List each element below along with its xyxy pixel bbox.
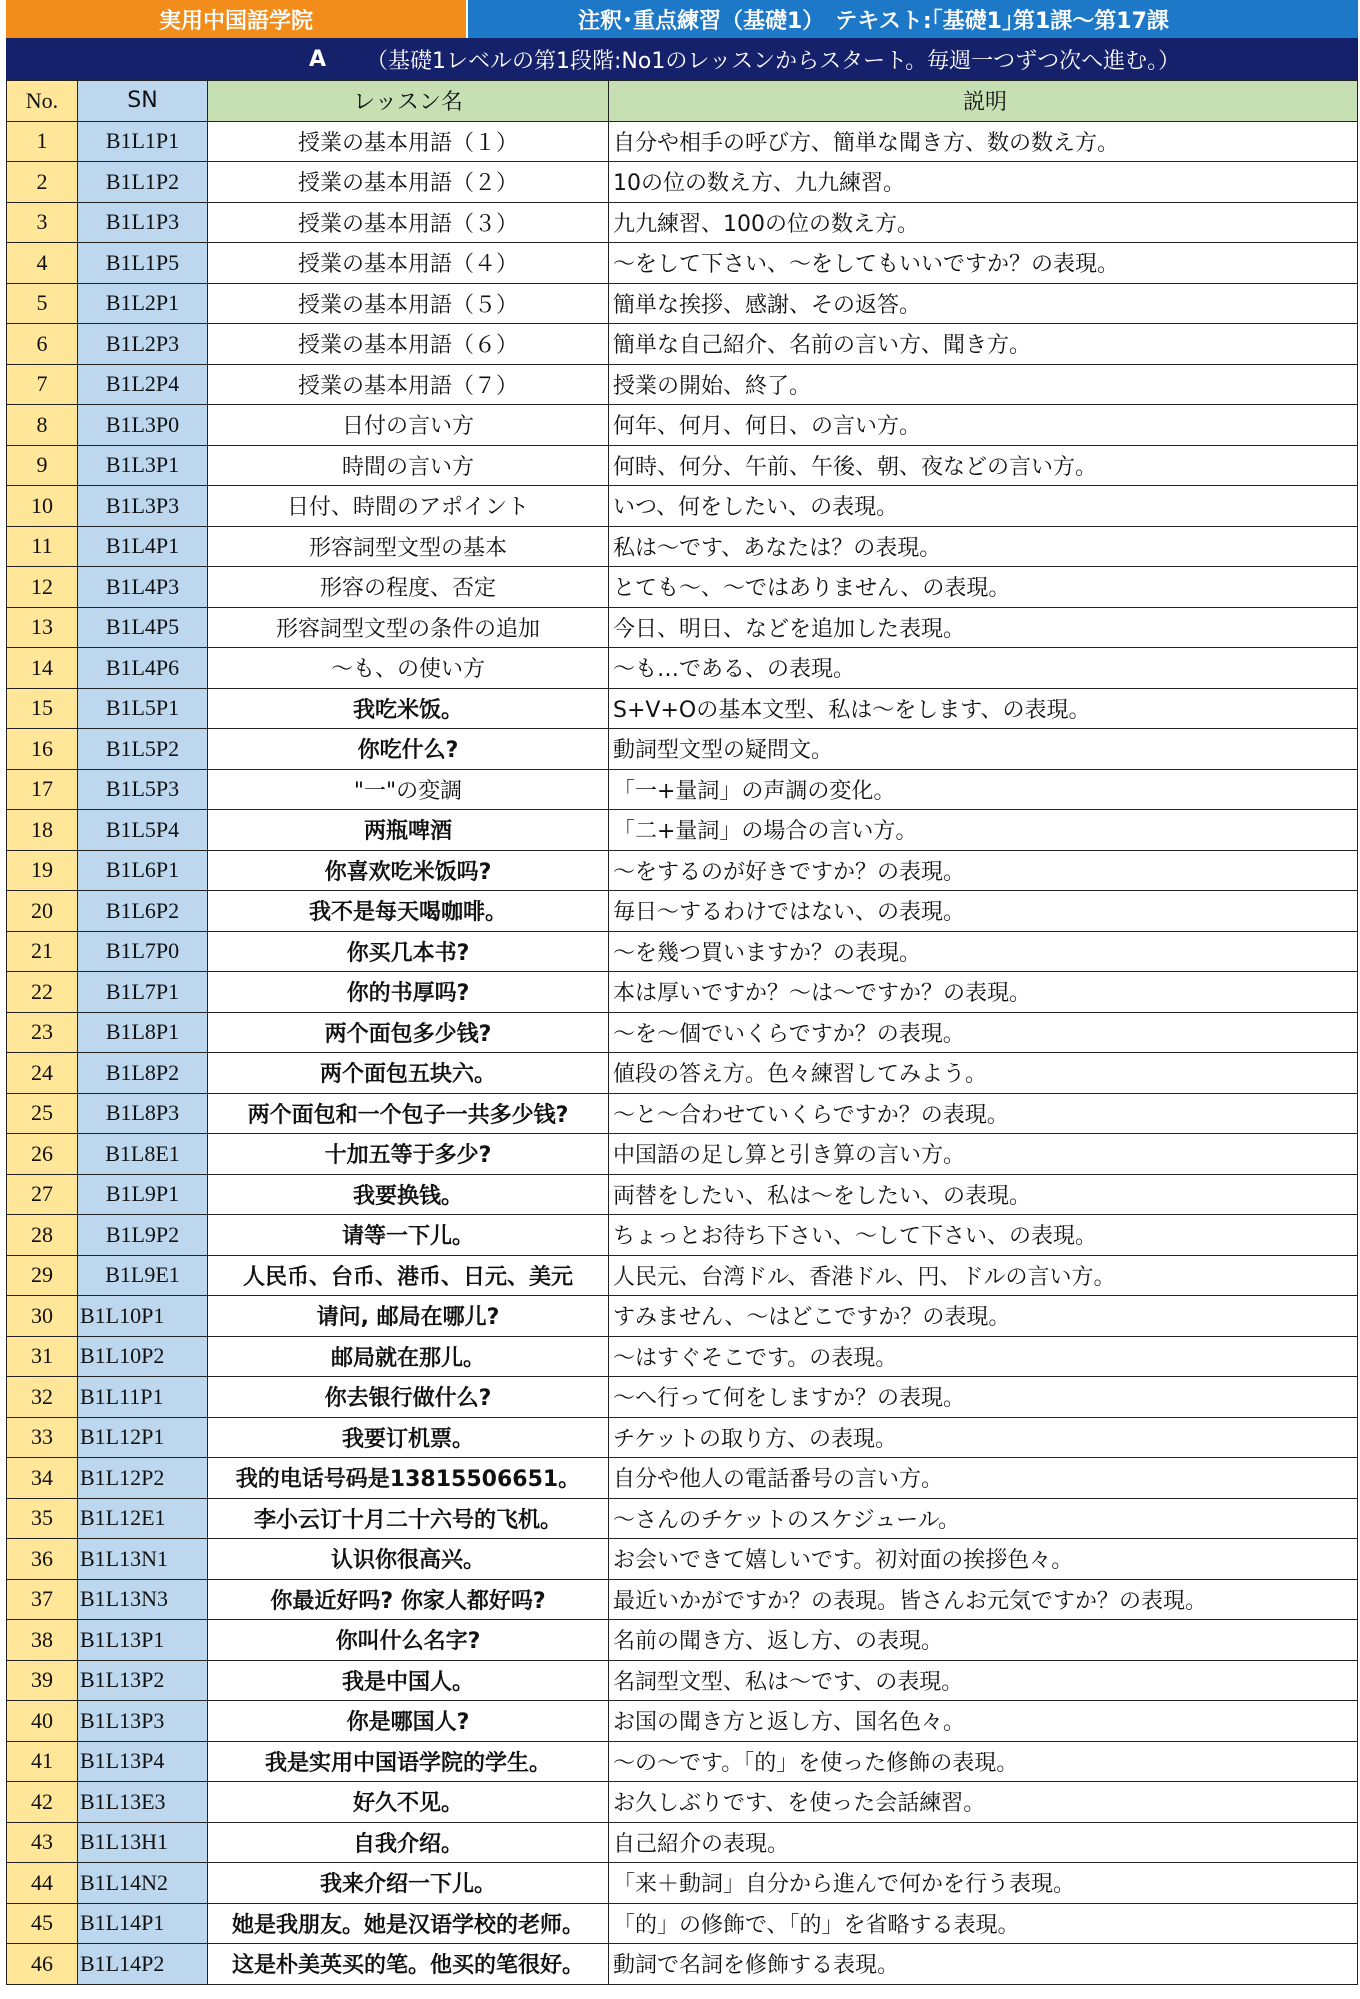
row-lesson-name: 请等一下儿。 [208,1215,609,1256]
row-description: 「二+量詞」の場合の言い方。 [609,810,1358,851]
row-sn: B1L2P4 [78,364,208,405]
row-description: 動詞で名詞を修飾する表現。 [609,1944,1358,1985]
row-description: 人民元、台湾ドル、香港ドル、円、ドルの言い方。 [609,1255,1358,1296]
row-no: 22 [7,972,78,1013]
table-row [7,1822,1358,1863]
row-sn: B1L3P3 [78,486,208,527]
row-no: 10 [7,486,78,527]
table-row [7,283,1358,324]
table-row [7,162,1358,203]
table-row [7,1741,1358,1782]
row-description: 「的」の修飾で、「的」を省略する表現。 [609,1903,1358,1944]
row-lesson-name: 授業の基本用語（４） [208,243,609,284]
row-sn: B1L13N1 [78,1539,208,1580]
row-description: 10の位の数え方、九九練習。 [609,162,1358,203]
row-description: 両替をしたい、私は～をしたい、の表現。 [609,1174,1358,1215]
table-row [7,931,1358,972]
row-description: 私は～です、あなたは？の表現。 [609,526,1358,567]
table-row [7,648,1358,689]
row-sn: B1L12P2 [78,1458,208,1499]
row-lesson-name: 你叫什么名字? [208,1620,609,1661]
table-row [7,1579,1358,1620]
row-lesson-name: "一"の変調 [208,769,609,810]
lesson-table [6,80,1358,1985]
row-lesson-name: 授業の基本用語（３） [208,202,609,243]
row-description: 簡単な挨拶、感謝、その返答。 [609,283,1358,324]
row-no: 14 [7,648,78,689]
table-row [7,1215,1358,1256]
row-description: お国の聞き方と返し方、国名色々。 [609,1701,1358,1742]
row-sn: B1L1P3 [78,202,208,243]
row-lesson-name: 形容の程度、否定 [208,567,609,608]
row-sn: B1L7P0 [78,931,208,972]
row-lesson-name: 十加五等于多少? [208,1134,609,1175]
row-no: 8 [7,405,78,446]
table-row [7,324,1358,365]
row-no: 30 [7,1296,78,1337]
table-row [7,364,1358,405]
table-row [7,1903,1358,1944]
row-no: 26 [7,1134,78,1175]
table-row [7,891,1358,932]
row-lesson-name: 她是我朋友。她是汉语学校的老师。 [208,1903,609,1944]
row-no: 38 [7,1620,78,1661]
row-sn: B1L3P1 [78,445,208,486]
row-sn: B1L4P1 [78,526,208,567]
row-lesson-name: 時間の言い方 [208,445,609,486]
row-no: 28 [7,1215,78,1256]
row-description: ～も…である、の表現。 [609,648,1358,689]
row-description: 「来＋動詞」自分から進んで何かを行う表現。 [609,1863,1358,1904]
row-no: 20 [7,891,78,932]
row-no: 44 [7,1863,78,1904]
row-description: チケットの取り方、の表現。 [609,1417,1358,1458]
row-sn: B1L13E3 [78,1782,208,1823]
row-description: ～をして下さい、～をしてもいいですか？の表現。 [609,243,1358,284]
row-sn: B1L8E1 [78,1134,208,1175]
row-no: 5 [7,283,78,324]
row-description: とても～、～ではありません、の表現。 [609,567,1358,608]
row-no: 29 [7,1255,78,1296]
row-description: すみません、～はどこですか？の表現。 [609,1296,1358,1337]
row-sn: B1L12P1 [78,1417,208,1458]
row-sn: B1L4P6 [78,648,208,689]
row-sn: B1L13P4 [78,1741,208,1782]
row-sn: B1L13P3 [78,1701,208,1742]
row-no: 7 [7,364,78,405]
row-lesson-name: 两个面包五块六。 [208,1053,609,1094]
row-sn: B1L8P3 [78,1093,208,1134]
row-lesson-name: 我要换钱。 [208,1174,609,1215]
table-row [7,850,1358,891]
row-sn: B1L9P1 [78,1174,208,1215]
lesson-sheet [6,0,1358,1985]
school-name: 実用中国語学院 [6,0,468,38]
row-description: ～をするのが好きですか？の表現。 [609,850,1358,891]
row-description: ～の～です。「的」を使った修飾の表現。 [609,1741,1358,1782]
row-no: 34 [7,1458,78,1499]
row-description: 中国語の足し算と引き算の言い方。 [609,1134,1358,1175]
row-description: 毎日～するわけではない、の表現。 [609,891,1358,932]
table-row [7,688,1358,729]
row-sn: B1L5P2 [78,729,208,770]
row-description: 本は厚いですか？～は～ですか？の表現。 [609,972,1358,1013]
table-row [7,729,1358,770]
table-row [7,1053,1358,1094]
row-no: 39 [7,1660,78,1701]
row-no: 23 [7,1012,78,1053]
row-description: 名前の聞き方、返し方、の表現。 [609,1620,1358,1661]
row-lesson-name: 这是朴美英买的笔。他买的笔很好。 [208,1944,609,1985]
row-no: 24 [7,1053,78,1094]
row-no: 45 [7,1903,78,1944]
row-description: 値段の答え方。色々練習してみよう。 [609,1053,1358,1094]
table-row [7,1620,1358,1661]
table-row [7,202,1358,243]
row-no: 41 [7,1741,78,1782]
table-row [7,445,1358,486]
table-row [7,1660,1358,1701]
row-lesson-name: 你去银行做什么? [208,1377,609,1418]
table-row [7,1093,1358,1134]
row-sn: B1L13P2 [78,1660,208,1701]
row-no: 31 [7,1336,78,1377]
row-no: 4 [7,243,78,284]
row-no: 12 [7,567,78,608]
table-row [7,810,1358,851]
sheet-subtitle: 注釈･重点練習（基礎1） テキスト:｢基礎1｣第1課～第17課 [468,0,1358,38]
row-description: 「一+量詞」の声調の変化。 [609,769,1358,810]
table-row [7,607,1358,648]
sheet-header [6,0,1358,38]
row-no: 21 [7,931,78,972]
row-lesson-name: 我是中国人。 [208,1660,609,1701]
row-description: お会いできて嬉しいです。初対面の挨拶色々。 [609,1539,1358,1580]
row-no: 19 [7,850,78,891]
row-sn: B1L14N2 [78,1863,208,1904]
row-no: 40 [7,1701,78,1742]
row-sn: B1L14P2 [78,1944,208,1985]
row-no: 9 [7,445,78,486]
row-description: 簡単な自己紹介、名前の言い方、聞き方。 [609,324,1358,365]
row-sn: B1L1P1 [78,121,208,162]
row-no: 6 [7,324,78,365]
row-lesson-name: 授業の基本用語（７） [208,364,609,405]
table-row [7,1012,1358,1053]
row-description: ～と～合わせていくらですか？の表現。 [609,1093,1358,1134]
table-row [7,1539,1358,1580]
table-row [7,243,1358,284]
row-lesson-name: 两瓶啤酒 [208,810,609,851]
row-lesson-name: 人民币、台币、港币、日元、美元 [208,1255,609,1296]
table-row [7,1417,1358,1458]
table-row [7,121,1358,162]
table-row [7,1174,1358,1215]
table-row [7,567,1358,608]
row-description: 動詞型文型の疑問文。 [609,729,1358,770]
row-no: 16 [7,729,78,770]
row-lesson-name: 好久不见。 [208,1782,609,1823]
row-lesson-name: 授業の基本用語（５） [208,283,609,324]
row-sn: B1L1P2 [78,162,208,203]
row-sn: B1L13H1 [78,1822,208,1863]
row-no: 33 [7,1417,78,1458]
row-no: 42 [7,1782,78,1823]
row-lesson-name: 两个面包多少钱? [208,1012,609,1053]
row-sn: B1L13P1 [78,1620,208,1661]
row-lesson-name: 我是实用中国语学院的学生。 [208,1741,609,1782]
row-description: お久しぶりです、を使った会話練習。 [609,1782,1358,1823]
table-row [7,526,1358,567]
row-no: 2 [7,162,78,203]
row-lesson-name: 授業の基本用語（２） [208,162,609,203]
row-sn: B1L5P3 [78,769,208,810]
table-header-row [7,81,1358,122]
row-no: 27 [7,1174,78,1215]
row-description: ～を～個でいくらですか？の表現。 [609,1012,1358,1053]
row-sn: B1L10P2 [78,1336,208,1377]
row-sn: B1L4P5 [78,607,208,648]
row-sn: B1L1P5 [78,243,208,284]
row-sn: B1L14P1 [78,1903,208,1944]
row-description: 自分や他人の電話番号の言い方。 [609,1458,1358,1499]
row-sn: B1L4P3 [78,567,208,608]
row-no: 11 [7,526,78,567]
row-description: 最近いかがですか？の表現。皆さんお元気ですか？の表現。 [609,1579,1358,1620]
row-lesson-name: 你买几本书? [208,931,609,972]
row-description: 九九練習、100の位の数え方。 [609,202,1358,243]
row-lesson-name: 形容詞型文型の条件の追加 [208,607,609,648]
row-no: 32 [7,1377,78,1418]
row-sn: B1L3P0 [78,405,208,446]
row-no: 35 [7,1498,78,1539]
row-no: 25 [7,1093,78,1134]
row-description: 授業の開始、終了。 [609,364,1358,405]
row-no: 36 [7,1539,78,1580]
row-sn: B1L6P1 [78,850,208,891]
row-sn: B1L13N3 [78,1579,208,1620]
level-label: A [308,46,326,72]
row-lesson-name: 认识你很高兴。 [208,1539,609,1580]
row-no: 18 [7,810,78,851]
level-description: （基礎1レベルの第1段階:No1のレッスンからスタート。毎週一つずつ次へ進む。） [366,48,1181,74]
table-row [7,1377,1358,1418]
row-description: ちょっとお待ち下さい、～して下さい、の表現。 [609,1215,1358,1256]
row-no: 1 [7,121,78,162]
table-row [7,1782,1358,1823]
column-header-no: No. [7,81,78,122]
row-sn: B1L6P2 [78,891,208,932]
row-lesson-name: 授業の基本用語（１） [208,121,609,162]
table-row [7,486,1358,527]
row-lesson-name: 你吃什么? [208,729,609,770]
table-row [7,1458,1358,1499]
row-description: S+V+Oの基本文型、私は～をします、の表現。 [609,688,1358,729]
row-sn: B1L7P1 [78,972,208,1013]
row-lesson-name: 我吃米饭。 [208,688,609,729]
row-sn: B1L10P1 [78,1296,208,1337]
row-lesson-name: 你最近好吗? 你家人都好吗? [208,1579,609,1620]
row-lesson-name: 邮局就在那儿。 [208,1336,609,1377]
row-lesson-name: 自我介绍。 [208,1822,609,1863]
row-no: 46 [7,1944,78,1985]
table-row [7,1134,1358,1175]
row-sn: B1L9P2 [78,1215,208,1256]
row-lesson-name: 你的书厚吗? [208,972,609,1013]
row-lesson-name: 两个面包和一个包子一共多少钱? [208,1093,609,1134]
table-row [7,769,1358,810]
row-description: 名詞型文型、私は～です、の表現。 [609,1660,1358,1701]
row-sn: B1L11P1 [78,1377,208,1418]
column-header-sn: SN [78,81,208,122]
row-no: 43 [7,1822,78,1863]
table-row [7,1863,1358,1904]
row-lesson-name: 形容詞型文型の基本 [208,526,609,567]
row-lesson-name: 请问, 邮局在哪儿? [208,1296,609,1337]
row-no: 37 [7,1579,78,1620]
row-sn: B1L9E1 [78,1255,208,1296]
row-sn: B1L5P4 [78,810,208,851]
row-lesson-name: 你是哪国人? [208,1701,609,1742]
row-lesson-name: 我要订机票。 [208,1417,609,1458]
row-description: 何年、何月、何日、の言い方。 [609,405,1358,446]
table-row [7,1336,1358,1377]
row-lesson-name: 日付の言い方 [208,405,609,446]
column-header-name: レッスン名 [208,81,609,122]
row-no: 13 [7,607,78,648]
table-row [7,405,1358,446]
column-header-desc: 説明 [609,81,1358,122]
level-banner [6,38,1358,80]
row-lesson-name: 我不是每天喝咖啡。 [208,891,609,932]
row-no: 3 [7,202,78,243]
row-sn: B1L12E1 [78,1498,208,1539]
row-description: 何時、何分、午前、午後、朝、夜などの言い方。 [609,445,1358,486]
table-row [7,1296,1358,1337]
row-lesson-name: ～も、の使い方 [208,648,609,689]
row-description: 今日、明日、などを追加した表現。 [609,607,1358,648]
row-lesson-name: 授業の基本用語（６） [208,324,609,365]
row-lesson-name: 我来介绍一下儿。 [208,1863,609,1904]
row-sn: B1L5P1 [78,688,208,729]
table-row [7,1944,1358,1985]
row-lesson-name: 李小云订十月二十六号的飞机。 [208,1498,609,1539]
row-no: 17 [7,769,78,810]
table-row [7,1498,1358,1539]
row-sn: B1L2P1 [78,283,208,324]
row-sn: B1L8P2 [78,1053,208,1094]
row-sn: B1L2P3 [78,324,208,365]
row-description: 自己紹介の表現。 [609,1822,1358,1863]
row-lesson-name: 你喜欢吃米饭吗? [208,850,609,891]
table-row [7,972,1358,1013]
row-description: いつ、何をしたい、の表現。 [609,486,1358,527]
row-sn: B1L8P1 [78,1012,208,1053]
row-description: ～を幾つ買いますか？の表現。 [609,931,1358,972]
row-lesson-name: 日付、時間のアポイント [208,486,609,527]
table-row [7,1255,1358,1296]
table-row [7,1701,1358,1742]
row-description: ～さんのチケットのスケジュール。 [609,1498,1358,1539]
row-description: ～へ行って何をしますか？の表現。 [609,1377,1358,1418]
row-description: 自分や相手の呼び方、簡単な聞き方、数の数え方。 [609,121,1358,162]
row-no: 15 [7,688,78,729]
row-description: ～はすぐそこです。の表現。 [609,1336,1358,1377]
row-lesson-name: 我的电话号码是13815506651。 [208,1458,609,1499]
